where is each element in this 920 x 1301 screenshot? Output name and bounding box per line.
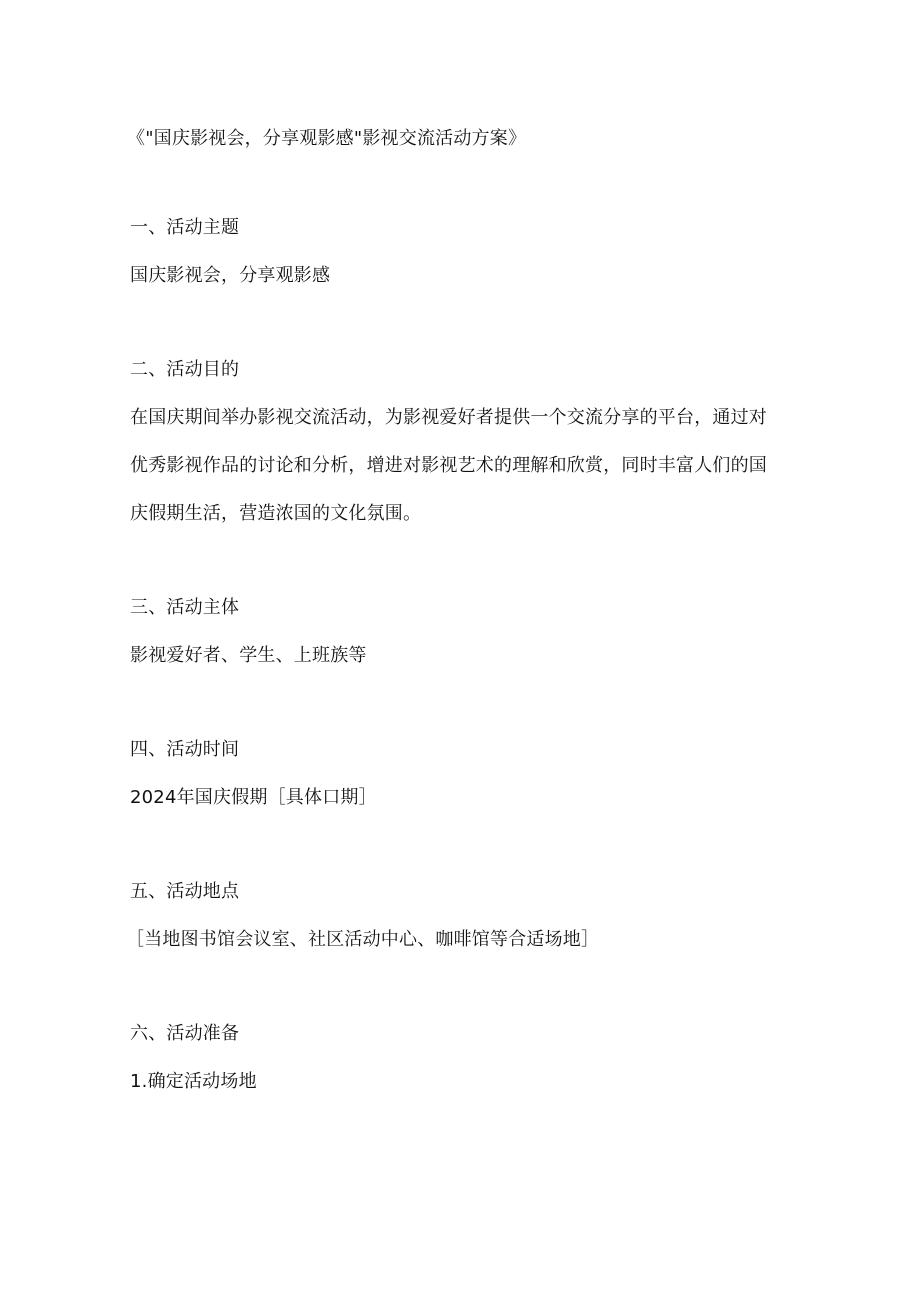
section-body-participants: 影视爱好者、学生、上班族等: [130, 645, 367, 666]
section-heading-participants: 三、活动主体: [130, 597, 240, 618]
section-heading-theme: 一、活动主题: [130, 217, 240, 238]
section-heading-purpose: 二、活动目的: [130, 359, 240, 380]
section-body-purpose-line-2: 优秀影视作品的讨论和分析，增进对影视艺术的理解和欣赏，同时丰富人们的国: [130, 455, 767, 476]
section-body-time: 2024年国庆假期［具体口期］: [130, 787, 377, 808]
section-heading-location: 五、活动地点: [130, 881, 240, 902]
document-title: 《"国庆影视会，分享观影感"影视交流活动方案》: [127, 128, 527, 149]
section-heading-time: 四、活动时间: [130, 739, 240, 760]
section-body-theme: 国庆影视会，分享观影感: [130, 265, 331, 286]
section-body-purpose-line-1: 在国庆期间举办影视交流活动，为影视爱好者提供一个交流分享的平台，通过对: [130, 407, 767, 428]
section-body-preparation-item-1: 1.确定活动场地: [130, 1071, 257, 1092]
section-heading-preparation: 六、活动准备: [130, 1023, 240, 1044]
section-body-purpose-line-3: 庆假期生活，营造浓国的文化氛围。: [130, 503, 422, 524]
section-body-location: ［当地图书馆会议室、社区活动中心、咖啡馆等合适场地］: [126, 929, 600, 950]
